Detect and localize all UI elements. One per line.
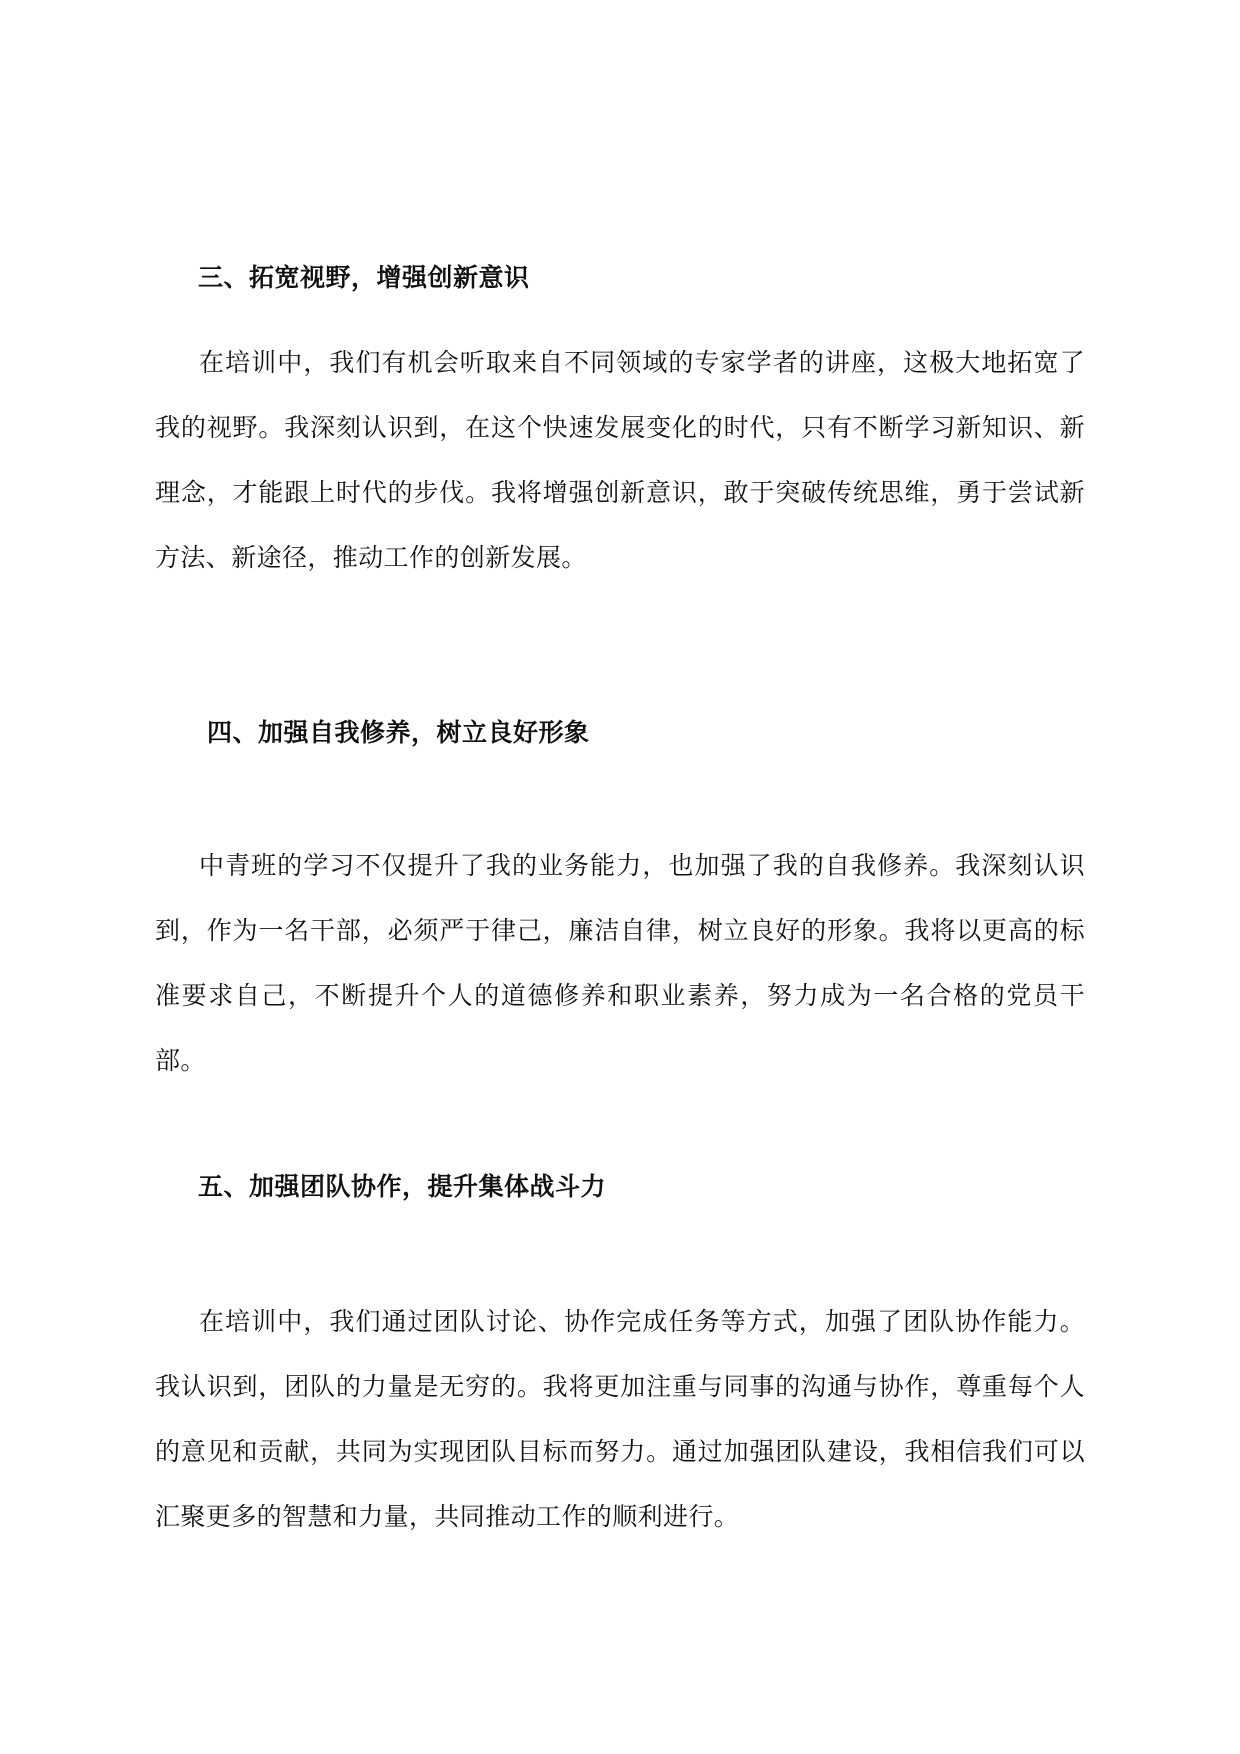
section-paragraph-5: 在培训中，我们通过团队讨论、协作完成任务等方式，加强了团队协作能力。我认识到，团队的力量是无穷的。我将更加注重与同事的沟通与协作，尊重每个人的意见和贡献，共同为实现团队目标而努力。通过加强团队建设，我相信我们可以汇聚更多的智慧和力量，共同推动工作的顺利进行。 (155, 1307, 1085, 1531)
section-paragraph-4: 中青班的学习不仅提升了我的业务能力，也加强了我的自我修养。我深刻认识到，作为一名干部，必须严于律己，廉洁自律，树立良好的形象。我将以更高的标准要求自己，不断提升个人的道德修养和职业素养，努力成为一名合格的党员干部。 (155, 851, 1085, 1075)
section-paragraph-3: 在培训中，我们有机会听取来自不同领域的专家学者的讲座，这极大地拓宽了我的视野。我深刻认识到，在这个快速发展变化的时代，只有不断学习新知识、新理念，才能跟上时代的步伐。我将增强创新意识，敢于突破传统思维，勇于尝试新方法、新途径，推动工作的创新发展。 (155, 348, 1085, 572)
section-heading-3: 三、拓宽视野，增强创新意识 (198, 263, 530, 292)
section-heading-4: 四、加强自我修养，树立良好形象 (207, 718, 590, 747)
section-heading-5: 五、加强团队协作，提升集体战斗力 (198, 1172, 607, 1201)
